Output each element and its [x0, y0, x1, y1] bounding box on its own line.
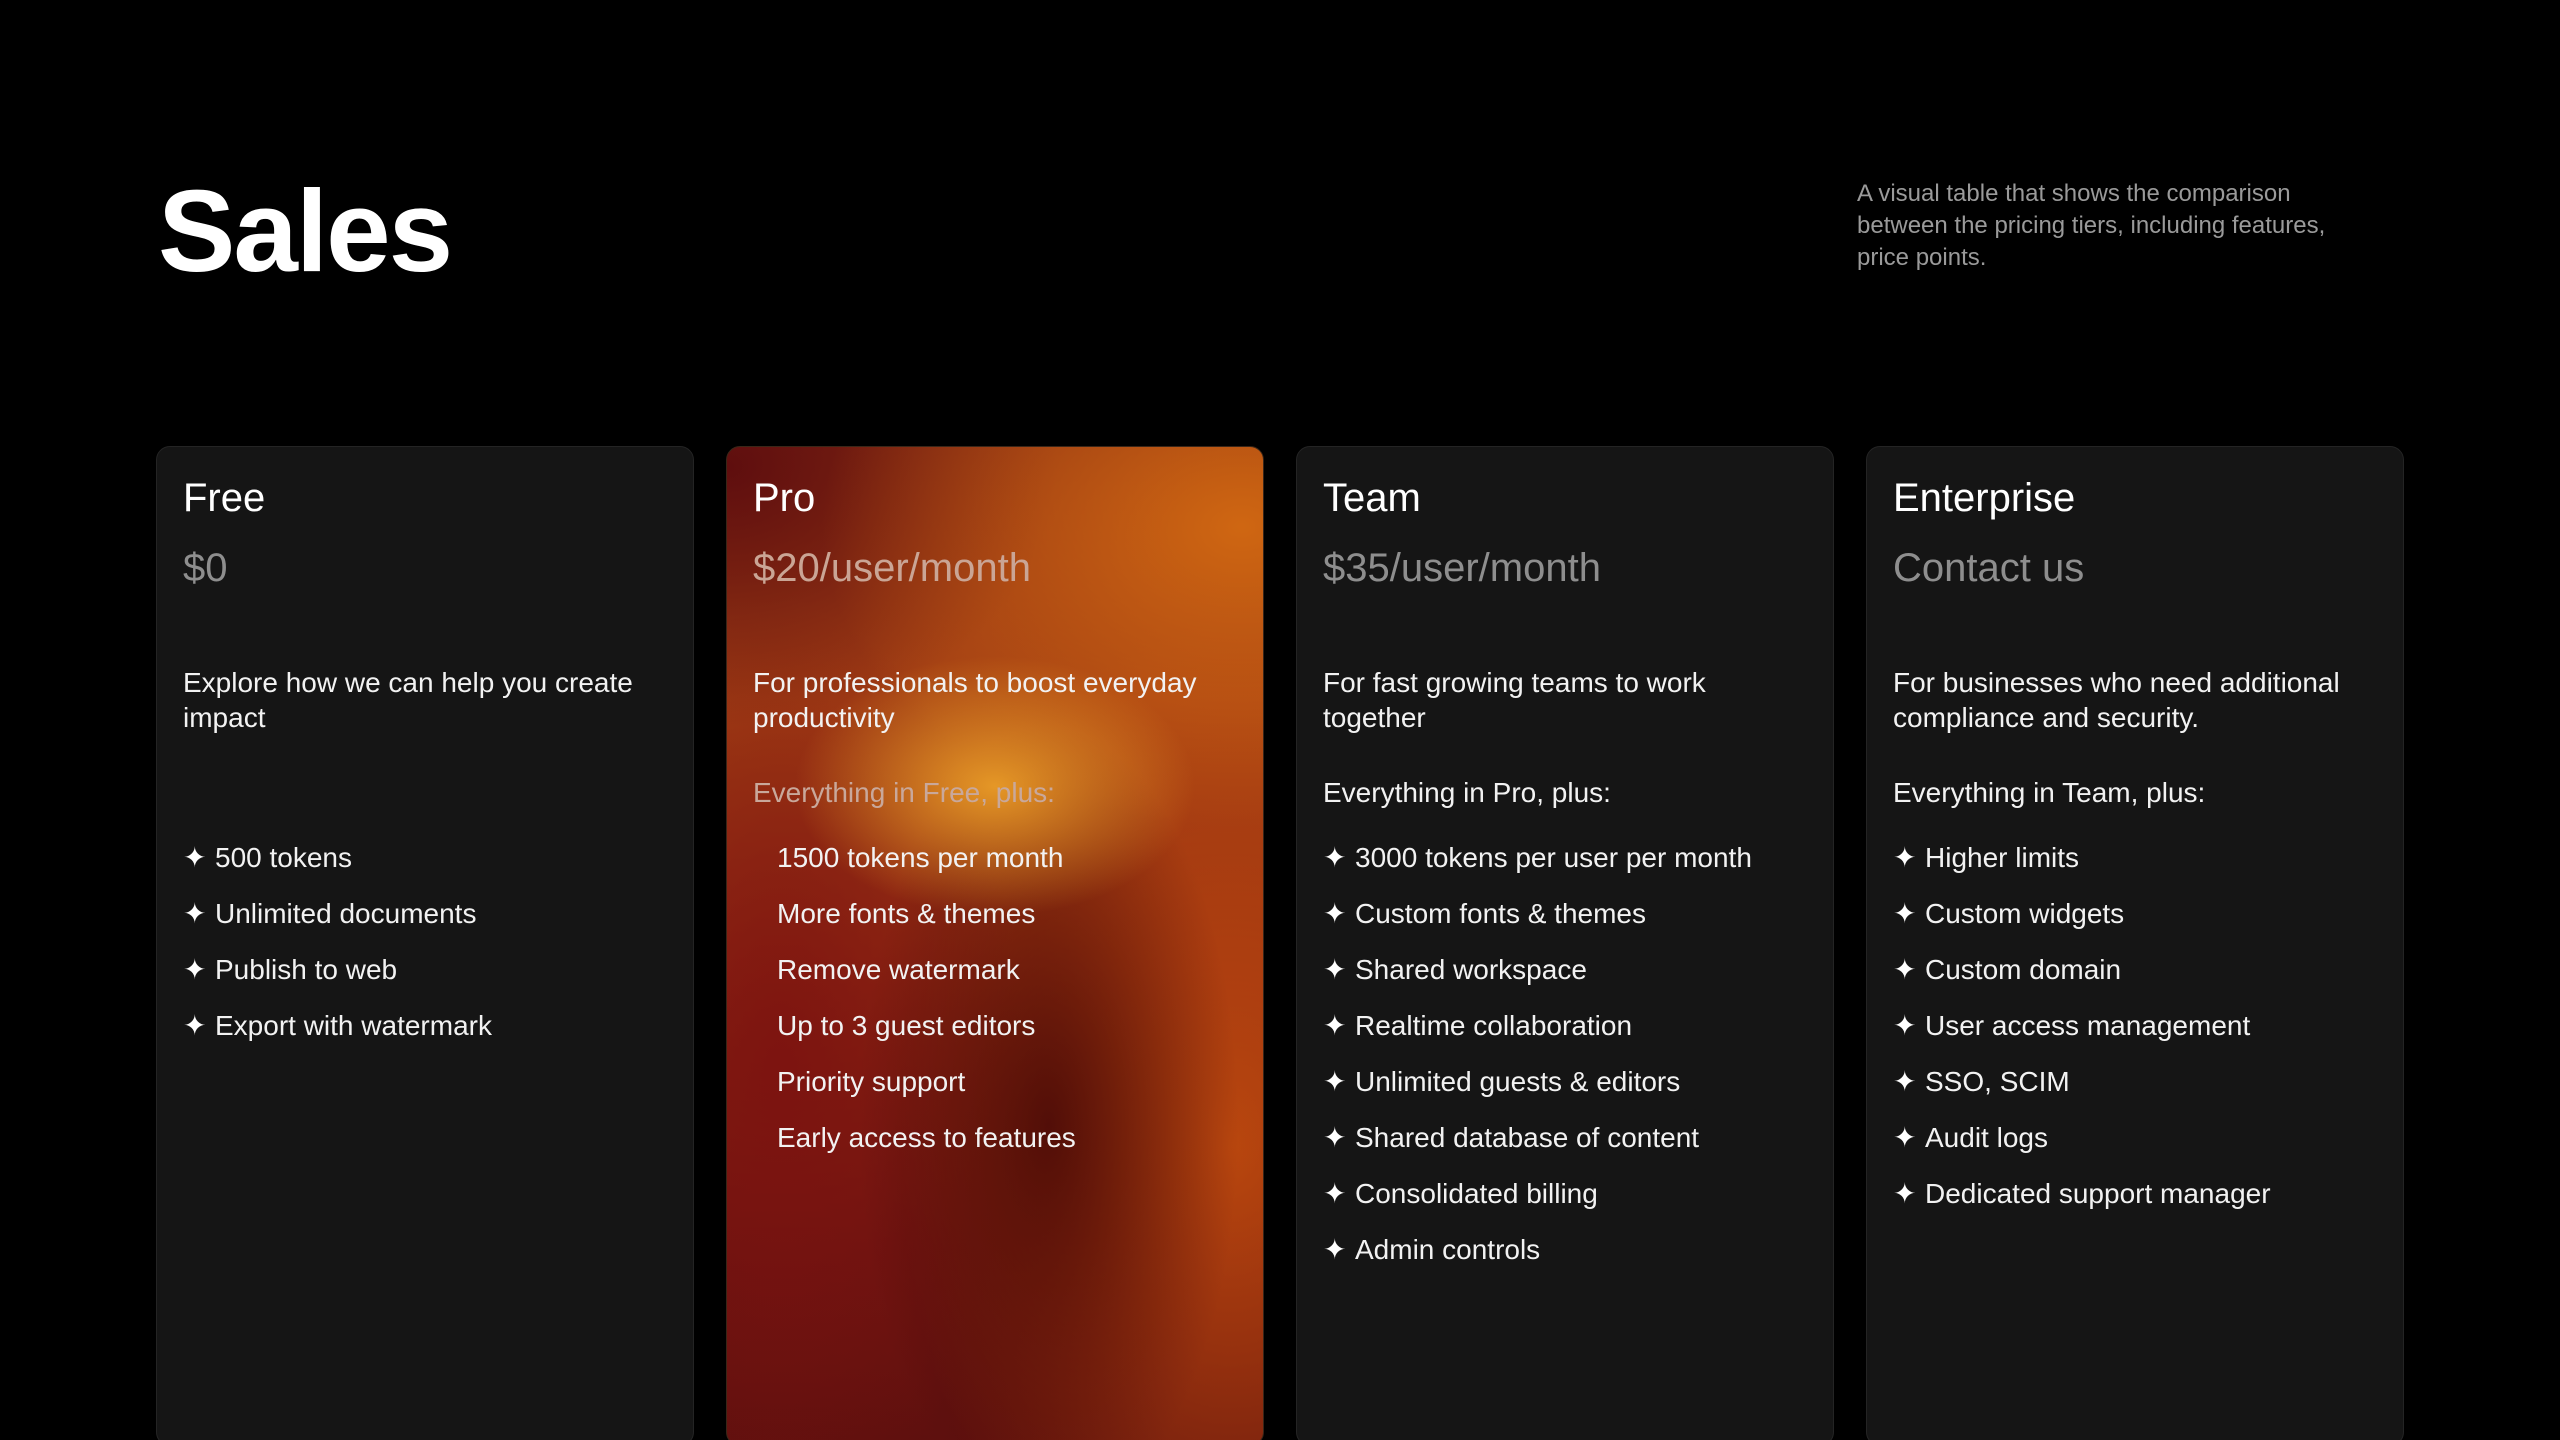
plan-tagline: For fast growing teams to work together — [1323, 667, 1706, 733]
feature-label: More fonts & themes — [777, 898, 1036, 929]
feature-list — [753, 830, 1237, 1166]
plan-list-heading: Everything in Pro, plus: — [1323, 777, 1611, 808]
feature-item — [1323, 1110, 1807, 1166]
feature-label: Up to 3 guest editors — [777, 1010, 1036, 1041]
plan-card-pro[interactable] — [726, 446, 1264, 1440]
sparkle-icon: ✦ — [183, 842, 207, 873]
sparkle-icon: ✦ — [1893, 954, 1917, 985]
sparkle-icon: ✦ — [183, 1010, 207, 1041]
sparkle-icon — [753, 1068, 777, 1096]
sparkle-icon: ✦ — [1323, 1178, 1347, 1209]
sparkle-icon: ✦ — [1893, 1010, 1917, 1041]
feature-item — [1893, 998, 2377, 1054]
feature-item — [753, 830, 1237, 886]
plan-price: $35/user/month — [1323, 546, 1601, 590]
plan-name: Free — [183, 476, 266, 520]
feature-label: 500 tokens — [215, 842, 352, 873]
feature-item — [183, 942, 667, 998]
plan-price: $20/user/month — [753, 546, 1031, 590]
feature-item — [1323, 942, 1807, 998]
sparkle-icon: ✦ — [1893, 898, 1917, 929]
feature-label: Dedicated support manager — [1925, 1178, 2271, 1209]
feature-label: 1500 tokens per month — [777, 842, 1064, 873]
page-title: Sales — [158, 166, 452, 296]
feature-item — [1323, 1166, 1807, 1222]
sparkle-icon: ✦ — [1323, 898, 1347, 929]
sparkle-icon: ✦ — [1893, 1178, 1917, 1209]
feature-item — [183, 830, 667, 886]
feature-label: Shared database of content — [1355, 1122, 1700, 1153]
feature-label: Admin controls — [1355, 1234, 1541, 1265]
sparkle-icon — [753, 844, 777, 872]
feature-item — [753, 1110, 1237, 1166]
feature-item — [183, 886, 667, 942]
feature-label: Realtime collaboration — [1355, 1010, 1633, 1041]
feature-item — [183, 998, 667, 1054]
plan-name: Pro — [753, 476, 816, 520]
sparkle-icon: ✦ — [183, 898, 207, 929]
plan-list-heading: Everything in Free, plus: — [753, 777, 1055, 808]
plan-tagline: For professionals to boost everyday productivity — [753, 667, 1197, 733]
sparkle-icon: ✦ — [1893, 1122, 1917, 1153]
feature-label: Remove watermark — [777, 954, 1020, 985]
feature-label: Priority support — [777, 1066, 966, 1097]
plan-price: Contact us — [1893, 546, 2085, 590]
sparkle-icon: ✦ — [1893, 1066, 1917, 1097]
feature-label: User access management — [1925, 1010, 2251, 1041]
feature-item — [753, 1054, 1237, 1110]
feature-label: Unlimited documents — [215, 898, 477, 929]
feature-label: 3000 tokens per user per month — [1355, 842, 1752, 873]
sparkle-icon: ✦ — [183, 954, 207, 985]
feature-label: Custom fonts & themes — [1355, 898, 1647, 929]
feature-label: Shared workspace — [1355, 954, 1587, 985]
plan-list-heading: Everything in Team, plus: — [1893, 777, 2206, 808]
feature-item — [1893, 942, 2377, 998]
plan-price: $0 — [183, 546, 228, 590]
sparkle-icon — [753, 900, 777, 928]
feature-item — [1893, 1166, 2377, 1222]
feature-item — [1323, 998, 1807, 1054]
feature-label: Custom widgets — [1925, 898, 2125, 929]
sparkle-icon: ✦ — [1323, 842, 1347, 873]
sparkle-icon: ✦ — [1323, 1122, 1347, 1153]
feature-label: Consolidated billing — [1355, 1178, 1598, 1209]
feature-list — [1323, 830, 1807, 1278]
sparkle-icon: ✦ — [1323, 1010, 1347, 1041]
sparkle-icon: ✦ — [1323, 1234, 1347, 1265]
sparkle-icon — [753, 1124, 777, 1152]
feature-item — [753, 886, 1237, 942]
plan-name: Team — [1323, 476, 1421, 520]
plan-list-heading — [183, 775, 667, 810]
sparkle-icon — [753, 956, 777, 984]
feature-item — [1893, 830, 2377, 886]
pricing-cards — [156, 446, 2404, 1440]
feature-item — [1323, 830, 1807, 886]
feature-list — [1893, 830, 2377, 1222]
sparkle-icon: ✦ — [1893, 842, 1917, 873]
feature-label: SSO, SCIM — [1925, 1066, 2070, 1097]
plan-tagline: For businesses who need additional compliance and security. — [1893, 667, 2340, 733]
plan-tagline: Explore how we can help you create impact — [183, 667, 633, 733]
feature-item — [1323, 886, 1807, 942]
feature-item — [1323, 1222, 1807, 1278]
plan-card-free[interactable] — [156, 446, 694, 1440]
feature-item — [753, 942, 1237, 998]
feature-label: Early access to features — [777, 1122, 1076, 1153]
feature-label: Audit logs — [1925, 1122, 2048, 1153]
plan-name: Enterprise — [1893, 476, 2076, 520]
page-description: A visual table that shows the comparison between the pricing tiers, including features, price points. — [1857, 180, 2326, 271]
feature-item — [753, 998, 1237, 1054]
plan-card-enterprise[interactable] — [1866, 446, 2404, 1440]
sparkle-icon — [753, 1012, 777, 1040]
sparkle-icon: ✦ — [1323, 954, 1347, 985]
feature-item — [1323, 1054, 1807, 1110]
feature-list — [183, 830, 667, 1054]
plan-card-team[interactable] — [1296, 446, 1834, 1440]
feature-label: Publish to web — [215, 954, 398, 985]
feature-item — [1893, 886, 2377, 942]
feature-label: Unlimited guests & editors — [1355, 1066, 1681, 1097]
sparkle-icon: ✦ — [1323, 1066, 1347, 1097]
feature-label: Higher limits — [1925, 842, 2080, 873]
feature-item — [1893, 1054, 2377, 1110]
feature-label: Export with watermark — [215, 1010, 492, 1041]
feature-label: Custom domain — [1925, 954, 2122, 985]
feature-item — [1893, 1110, 2377, 1166]
